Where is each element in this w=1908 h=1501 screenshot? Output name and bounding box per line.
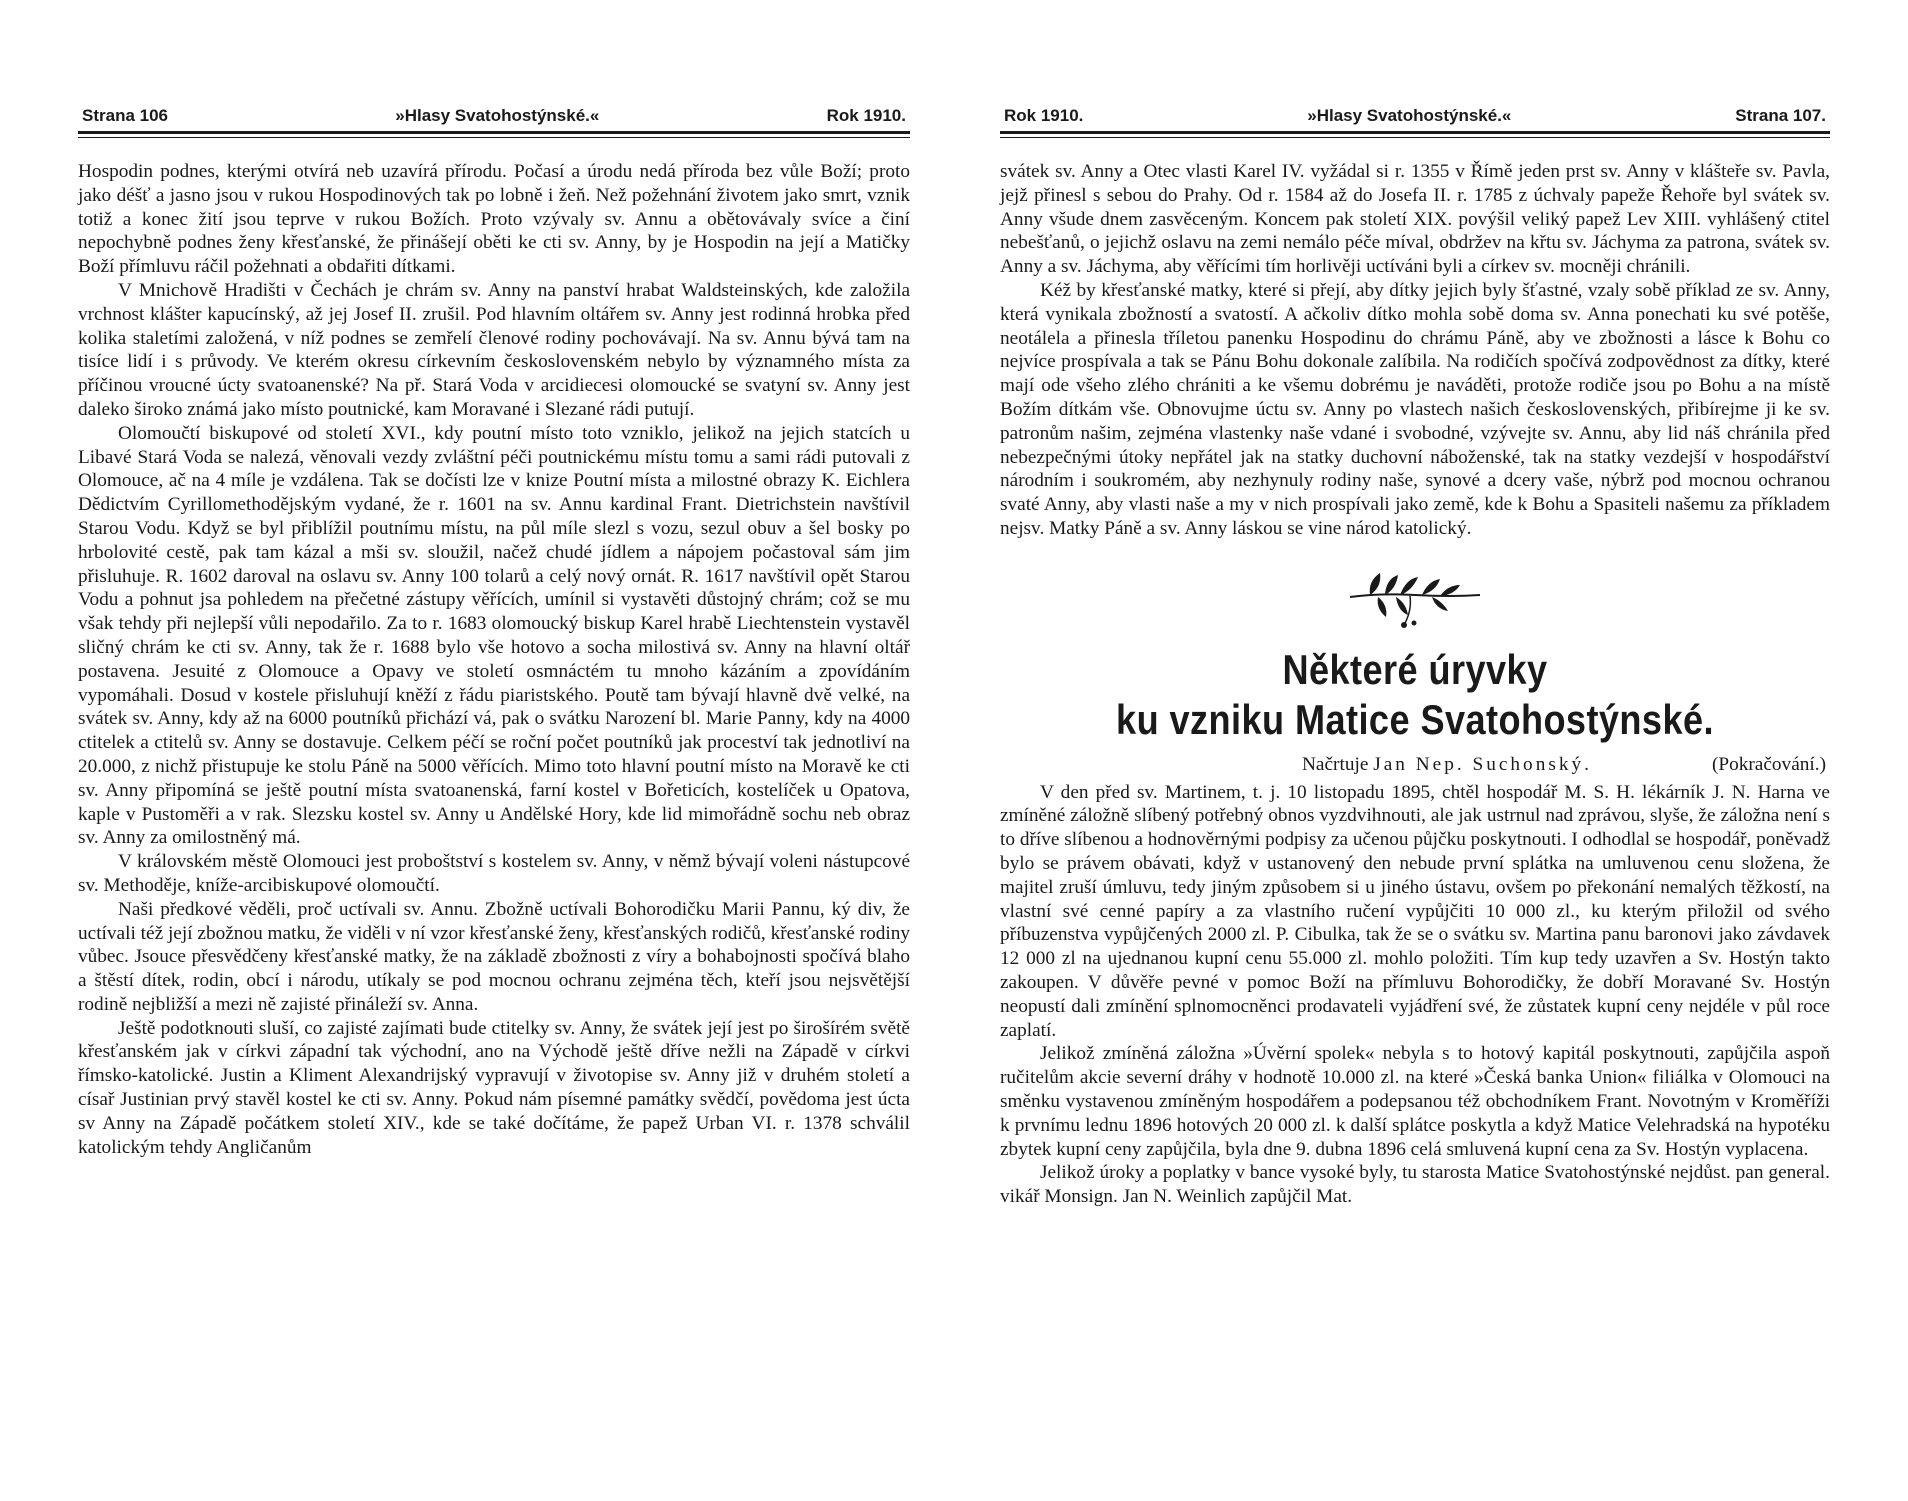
- paragraph: svátek sv. Anny a Otec vlasti Karel IV. vyžádal si r. 1355 v Římě jeden prst sv. Anny v klášteře sv. Pavla, jejž přinesl s sebou do Prahy. Od r. 1584 až do Josefa II. r. 1785 z úchvaly papeže Řehoře byl svátek sv. Anny všude dnem zasvěceným. Koncem pak století XIX. povýšil veliký papež Lev XIII. vyhlášený ctitel nebešťanů, o jejichž oslavu na zemi nemálo péče míval, obdržev na křtu sv. Jáchyma za patrona, svátek sv. Anny a sv. Jáchyma, aby věřícími tím horlivěji uctíváni byli a církev sv. mocněji chránili.: [1000, 161, 1830, 278]
- article-title-line-2: ku vzniku Matice Svatohostýnské.: [1116, 695, 1714, 743]
- floral-ornament-icon: [1340, 565, 1490, 631]
- magazine-title: »Hlasy Svatohostýnské.«: [1307, 106, 1512, 125]
- header-rule: [78, 131, 910, 134]
- author-credit: [1302, 753, 1592, 777]
- page-number: Strana 107.: [1735, 106, 1826, 125]
- body-text: [78, 160, 910, 1159]
- page-number: Strana 106: [82, 106, 168, 125]
- paragraph: Ještě podotknouti sluší, co zajisté zajímati bude ctitelky sv. Anny, že svátek její jest po širošírém světě křesťanském jak v církvi západní tak východní, ano na Východě ještě dříve nežli na Západě v církvi římsko-katolické. Justin a Kliment Alexandrijský vypravují v životopise sv. Anny již v druhém století a císař Justinian prvý stavěl kostel ke cti sv. Anny. Pokud nám písemné památky svědčí, povědoma jest úcta sv Anny na Západě počátkem století XIV., kde se také dočítáme, že papež Urban VI. r. 1378 schválil katolickým tehdy Angličanům: [78, 1017, 910, 1158]
- body-text: [1000, 160, 1830, 1209]
- magazine-title: »Hlasy Svatohostýnské.«: [395, 106, 600, 125]
- paragraph: Kéž by křesťanské matky, které si přejí, aby dítky jejich byly šťastné, vzaly sobě příklad ze sv. Anny, která vynikala zbožností a svatostí. A ačkoliv dítko mohla sobě doma sv. Anna ponechati ku své potěše, neotálela a přinesla tříletou panenku Hospodinu do chrámu Páně, aby ve zbožnosti a lásce k Bohu co nejvíce prospívala a tak se Pánu Bohu dokonale zalíbila. Na rodičích spočívá zodpovědnost za dítky, které mají ode všeho zlého chrániti a ke všemu dobrému je naváděti, protože rodiče jsou po Bohu a na místě Božím dítkám vše. Obnovujme úctu sv. Anny po vlastech našich československých, přibírejme ji ke sv. patronům našim, zejména vlastenky naše vdané i svobodné, vzývejte sv. Annu, aby lid náš chránila před nebezpečnými útoky nepřátel jak na statky duchovní náboženské, tak na statky vezdejší v hospodářství národním i soukromém, aby nezhynuly rodiny naše, synové a dcery vaše, nýbrž pod mocnou ochranou svaté Anny, aby vlasti naše a my v nich prospívali jako země, kde k Bohu a Spasiteli našemu za příkladem nejsv. Matky Páně a sv. Anny láskou se vine národ katolický.: [1000, 279, 1830, 539]
- paragraph: V den před sv. Martinem, t. j. 10 listopadu 1895, chtěl hospodář M. S. H. lékárník J. N. Harna ve zmíněné záložně slíbený potřebný obnos vyzdvihnouti, ale jak ustrnul nad zprávou, slyše, že záložna není s to dříve slíbenou a hodnověrnými podpisy za učenou půjčku poskytnouti. I odhodlal se hospodář, poněvadž bylo se právem obávati, když v ustanovený den nebude první splátka na umluvenou cenu složena, že majitel zruší úmluvu, tedy jiným způsobem si u jiného ústavu, ovšem po překonání nemalých těžkostí, na vlastní své cenné papíry a za vlastního ručení vypůjčiti 10 000 zl., ku kterým přiložil od svého příbuzenstva vypůjčených 2000 zl. P. Cibulka, tak že se o svátku sv. Martina panu baronovi jako závdavek 12 000 zl na ujednanou kupní cenu 55.000 zl. mohlo položiti. Tím kup tedy uzavřen a Sv. Hostýn takto zakoupen. V důvěře pevné v pomoc Boží na přímluvu Bohorodičky, že dobří Moravané Sv. Hostýn neopustí dali zmínění splnomocněnci prodavateli vyjádření své, že zůstatek kupní ceny nejdéle v půl roce zaplatí.: [1000, 781, 1831, 1041]
- byline-prefix: Načrtuje: [1302, 753, 1369, 775]
- paragraph: Hospodin podnes, kterými otvírá neb uzavírá přírodu. Počasí a úrodu nedá příroda bez vůle Boží; proto jako déšť a jasno jsou v rukou Hospodinových tak po lobně i žeň. Než požehnání životem jako smrt, vznik totiž a konec žití jsou teprve v rukou Božích. Proto vzývaly sv. Annu a obětovávaly svíce a činí nepochybně podnes ženy křesťanské, že přinášejí oběti ke cti sv. Anny, by je Hospodin na její a Matičky Boží přímluvu ráčil požehnati a obdařiti dítkami.: [78, 161, 910, 278]
- paragraph: V Mnichově Hradišti v Čechách je chrám sv. Anny na panství hrabat Waldsteinských, kde založila vrchnost klášter kapucínský, až jej Josef II. zrušil. Pod hlavním oltářem sv. Anny jest rodinná hrobka před kolika staletími založená, v níž podnes se zemřelí členové rodiny pochovávají. Na sv. Annu bývá tam na tisíce lidí i s průvody. Ve kterém okresu církevním československém nebylo by významného místa za příčinou vroucné úcty svatoanenské? Na př. Stará Voda v arcidiecesi olomoucké se svatyní sv. Anny jest daleko široko známá jako místo poutnické, kam Moravané i Slezané rádi putují.: [78, 279, 910, 420]
- issue-year: Rok 1910.: [826, 106, 906, 125]
- header-rule-thin: [1000, 137, 1830, 138]
- header-rule: [1000, 131, 1830, 134]
- paragraph: Naši předkové věděli, proč uctívali sv. Annu. Zbožně uctívali Bohorodičku Marii Pannu, ký div, že uctívali též její zbožnou matku, že viděli v ní vzor křesťanské ženy, křesťanských rodičů, křesťanské rodiny vůbec. Jsouce přesvědčeny křesťanské matky, že na základě zbožnosti z víry a bohabojnosti spočívá blaho a štěstí dítek, rodin, obcí i národu, utíkaly se pod mocnou ochranu zejména těch, kteří jsou nejsvětější rodině nejbližší a mezi ně zajisté přináleží sv. Anna.: [78, 898, 910, 1015]
- author-name: Jan Nep. Suchonský.: [1373, 753, 1592, 775]
- paragraph: Olomoučtí biskupové od století XVI., kdy poutní místo toto vzniklo, jelikož na jejich statcích u Libavé Stará Voda se nalezá, věnovali vezdy zvláštní péči poutnickému místu tomu a sami rádi putovali z Olomouce, ač na 4 míle je vzdálena. Tak se dočísti lze v knize Poutní místa a milostné obrazy K. Eichlera Dědictvím Cyrillomethodějským vydané, že r. 1601 na sv. Annu kardinal Frant. Dietrichstein navštívil Starou Vodu. Když se byl přiblížil poutnímu místu, na půl míle slezl s vozu, sezul obuv a šel bosky po hrbolovité cestě, pak tam kázal a mši sv. sloužil, načež chudé jídlem a nápojem počastoval sám jim přisluhuje. R. 1602 daroval na oslavu sv. Anny 100 tolarů a celý nový ornát. R. 1617 navštívil opět Starou Vodu a pohnut jsa pohledem na přečetné zástupy věřících, umínil si vystavěti důstojný chrám; což se mu však tehdy při nejlepší vůli nepodařilo. Za to r. 1683 olomoucký biskup Karel hrabě Liechtenstein vystavěl sličný chrám ke cti sv. Anny, tak že r. 1688 bylo vše hotovo a socha milostivá sv. Anny na hlavní oltář postavena. Jesuité z Olomouce a Opavy ve století osmnáctém tu mnoho kázáním a zpovídáním vypomáhali. Dosud v kostele přisluhují kněží z řádu piaristského. Poutě tam bývají hlavně dvě velké, na svátek sv. Anny, kdy až na 6000 poutníků přichází vá, pak o svátku Narození bl. Marie Panny, kdy na 4000 ctitelek a ctitelů sv. Anny se dostavuje. Celkem péčí se roční počet poutníků jak proceství tak jednotliví na 20.000, z nichž přistupuje ke stolu Páně na 5000 věřících. Mimo toto hlavní poutní místo na Moravě ke cti sv. Anny připomíná se ještě poutní místa svatoanenská, farní kostel v Bořeticích, kostelíček u Opatova, kaple v Pustoměři a v rak. Slezsku kostel sv. Anny u Andělské Hory, kde lid mimořádně sochu neb obraz sv. Anny za omilostněný má.: [78, 422, 910, 849]
- page-header: [1000, 106, 1830, 131]
- paragraph: Jelikož úroky a poplatky v bance vysoké byly, tu starosta Matice Svatohostýnské nejdůst. pan general. vikář Monsign. Jan N. Weinlich zapůjčil Mat.: [1000, 1162, 1830, 1208]
- paragraph: V královském městě Olomouci jest proboštství s kostelem sv. Anny, v němž bývají voleni nástupcové sv. Methoděje, kníže-arcibiskupové olomoučtí.: [78, 851, 910, 896]
- article-title-line-1: Některé úryvky: [1282, 645, 1548, 693]
- header-rule-thin: [78, 137, 910, 138]
- issue-year: Rok 1910.: [1004, 106, 1084, 125]
- left-page: [78, 106, 910, 1159]
- right-page: [1000, 106, 1830, 1209]
- continuation-note: (Pokračování.): [1711, 753, 1826, 775]
- paragraph: Jelikož zmíněná záložna »Úvěrní spolek« nebyla s to hotový kapitál poskytnouti, zapůjčila aspoň ručitelům akcie severní dráhy v hodnotě 10.000 zl. na které »Česká banka Union« filiálka v Olomouci na směnku vystavenou zmíněným hospodářem a podepsanou též obchodníkem Frant. Novotným v Kroměříži k prvnímu lednu 1896 hotových 20 000 zl. k další splátce poskytla a když Matice Velehradská na hypotéku zbytek kupní ceny zapůjčila, byla dne 9. dubna 1896 celá smluvená kupní cena za Sv. Hostýn vyplacena.: [1000, 1043, 1830, 1160]
- byline: [1000, 753, 1830, 777]
- article-body: [1000, 781, 1830, 1209]
- page-header: [78, 106, 910, 131]
